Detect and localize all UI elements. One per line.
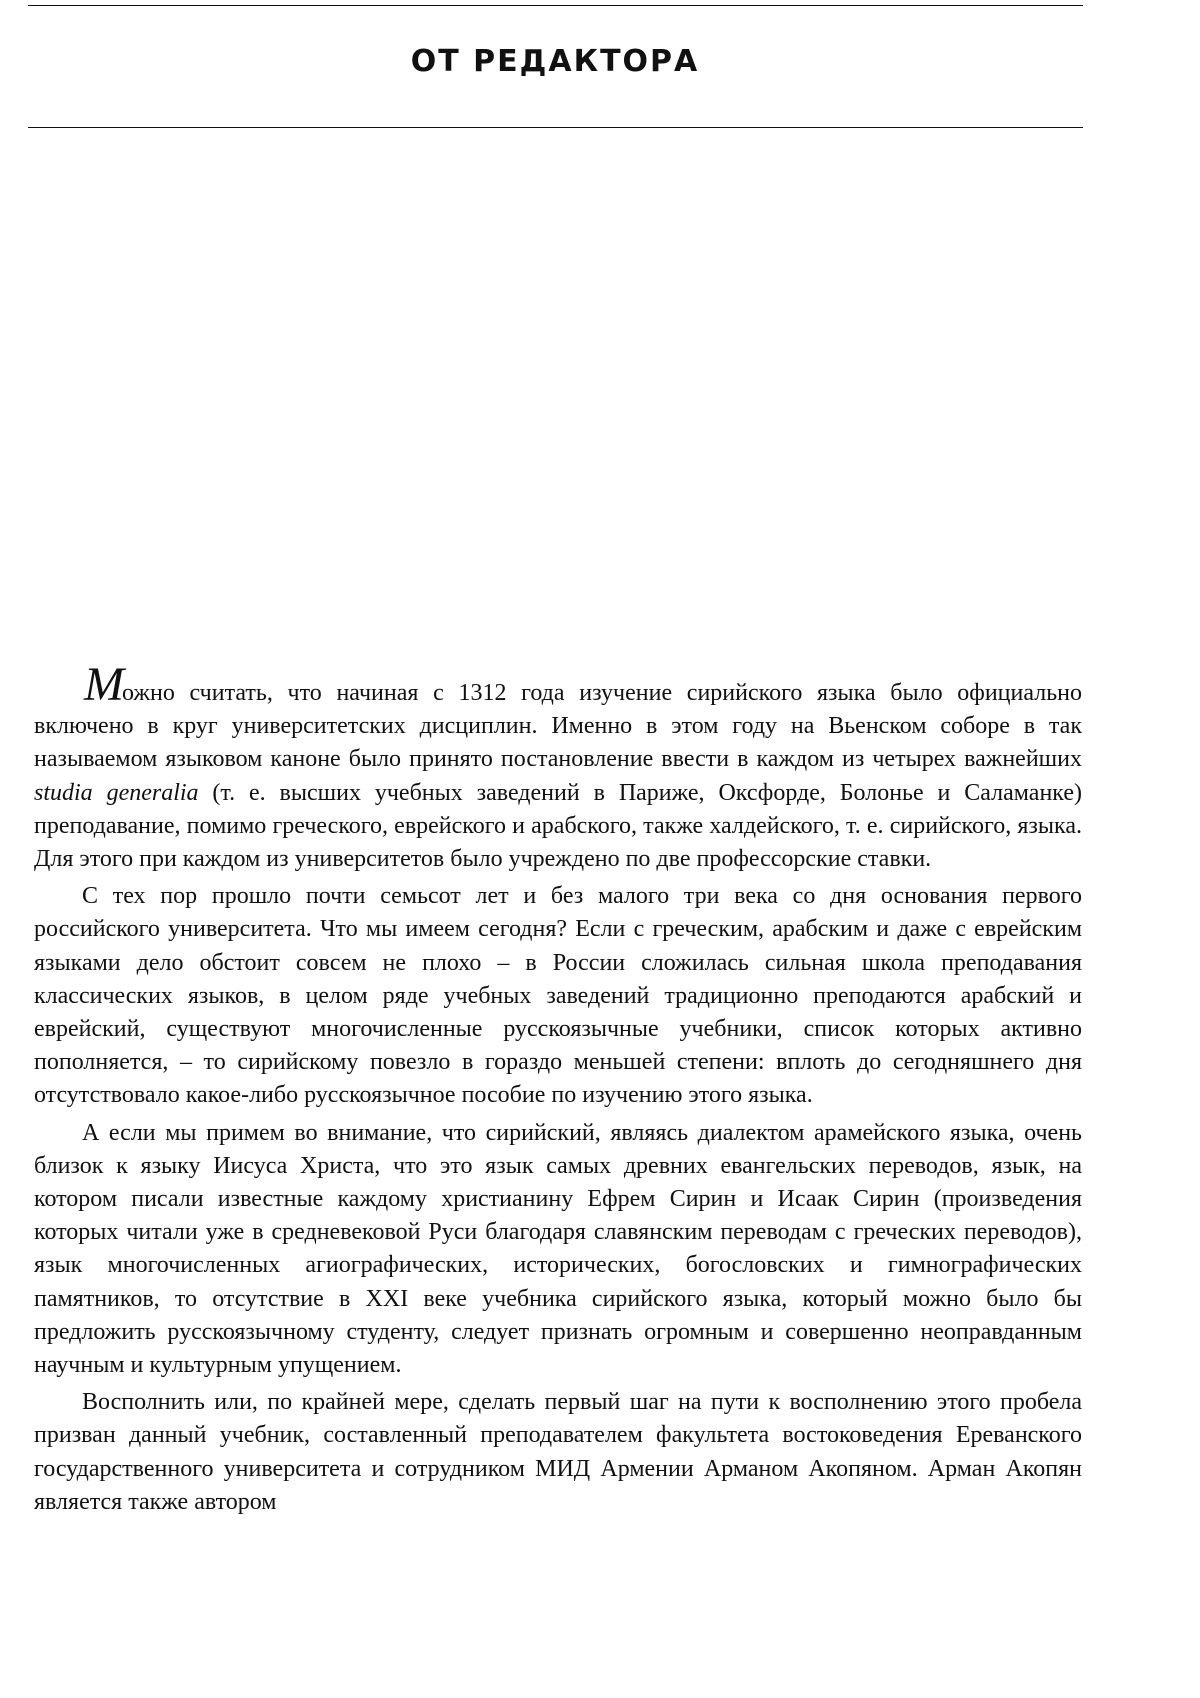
- paragraph-1-text-a: ожно считать, что начиная с 1312 года изучение сирийского языка было официально включено в круг университетских дисциплин. Именно в этом году на Вьенском соборе в так называемом языковом каноне было принято постановление ввести в каждом из четырех важнейших: [34, 680, 1082, 773]
- paragraph-1-italic: studia generalia: [34, 779, 199, 806]
- page-heading: ОТ РЕДАКТОРА: [410, 44, 700, 79]
- body-text: [34, 658, 1083, 1519]
- top-rule: [28, 5, 1083, 6]
- paragraph-1-text-b: (т. е. высших учебных заведений в Париже, Оксфорде, Болонье и Саламанке) преподавание, помимо греческого, еврейского и арабского, также халдейского, т. е. сирийского, языка. Для этого при каждом из университетов было учреждено по две профессорские ставки.: [34, 779, 1083, 873]
- paragraph-4: Восполнить или, по крайней мере, сделать первый шаг на пути к восполнению этого пробела призван данный учебник, составленный преподавателем факультета востоковедения Ереванского государственного университета и сотрудником МИД Армении Арманом Акопяном. Арман Акопян является также автором: [34, 1389, 1082, 1515]
- paragraph-3: А если мы примем во внимание, что сирийский, являясь диалектом арамейского языка, очень близок к языку Иисуса Христа, что это язык самых древних евангельских переводов, язык, на котором писали известные каждому христианину Ефрем Сирин и Исаак Сирин (произведения которых читали уже в средневековой Руси благодаря славянским переводам с греческих переводов), язык многочисленных агиографических, исторических, богословских и гимнографических памятников, то отсутствие в XXI веке учебника сирийского языка, который можно было бы предложить русскоязычному студенту, следует признать огромным и совершенно неоправданным научным и культурным упущением.: [34, 1119, 1082, 1379]
- paragraph-1: [34, 658, 1083, 876]
- drop-cap: М: [84, 658, 122, 711]
- heading-rule: [28, 127, 1083, 128]
- paragraph-2: С тех пор прошло почти семьсот лет и без малого три века со дня основания первого российского университета. Что мы имеем сегодня? Если с греческим, арабским и даже с еврейским языками дело обстоит совсем не плохо – в России сложилась сильная школа преподавания классических языков, в целом ряде учебных заведений традиционно преподаются арабский и еврейский, существуют многочисленные русскоязычные учебники, список которых активно пополняется, – то сирийскому повезло в гораздо меньшей степени: вплоть до сегодняшнего дня отсутствовало какое-либо русскоязычное пособие по изучению этого языка.: [34, 883, 1082, 1109]
